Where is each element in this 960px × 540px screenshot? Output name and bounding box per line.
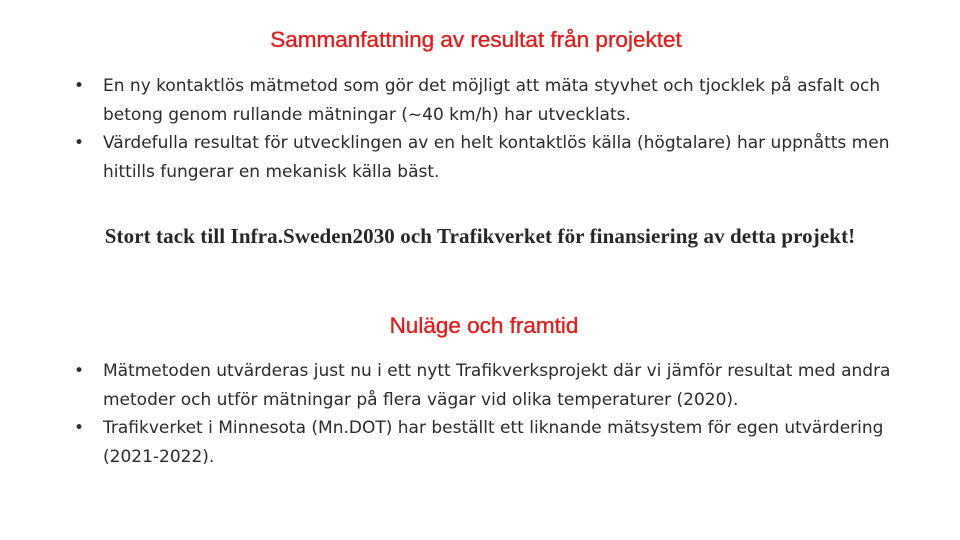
summary-heading: Sammanfattning av resultat från projektet [270, 27, 682, 52]
future-bullet-text: Trafikverket i Minnesota (Mn.DOT) har beställt ett liknande mätsystem för egen utvärdering (2021-2022). [103, 418, 884, 467]
bullet-icon: • [74, 361, 85, 381]
summary-bullet-text: En ny kontaktlös mätmetod som gör det möjligt att mäta styvhet och tjocklek på asfalt och betong genom rullande mätningar (~40 km/h) har utvecklats. [103, 76, 881, 125]
acknowledgement-text: Stort tack till Infra.Sweden2030 och Trafikverket för finansiering av detta projekt! [104, 224, 856, 248]
bullet-icon: • [74, 133, 85, 153]
future-bullet-text: Mätmetoden utvärderas just nu i ett nytt Trafikverksprojekt där vi jämför resultat med andra metoder och utför mätningar på flera vägar vid olika temperaturer (2020). [103, 361, 891, 410]
summary-bullet-text: Värdefulla resultat för utvecklingen av en helt kontaktlös källa (högtalare) har uppnåtts men hittills fungerar en mekanisk källa bäst. [103, 133, 890, 182]
summary-bullet-list [74, 72, 904, 186]
list-item [74, 129, 904, 186]
list-item [74, 414, 914, 471]
bullet-icon: • [74, 418, 85, 438]
list-item [74, 72, 904, 129]
bullet-icon: • [74, 76, 85, 96]
future-bullet-list [74, 357, 914, 471]
list-item [74, 357, 914, 414]
future-heading: Nuläge och framtid [389, 313, 579, 338]
